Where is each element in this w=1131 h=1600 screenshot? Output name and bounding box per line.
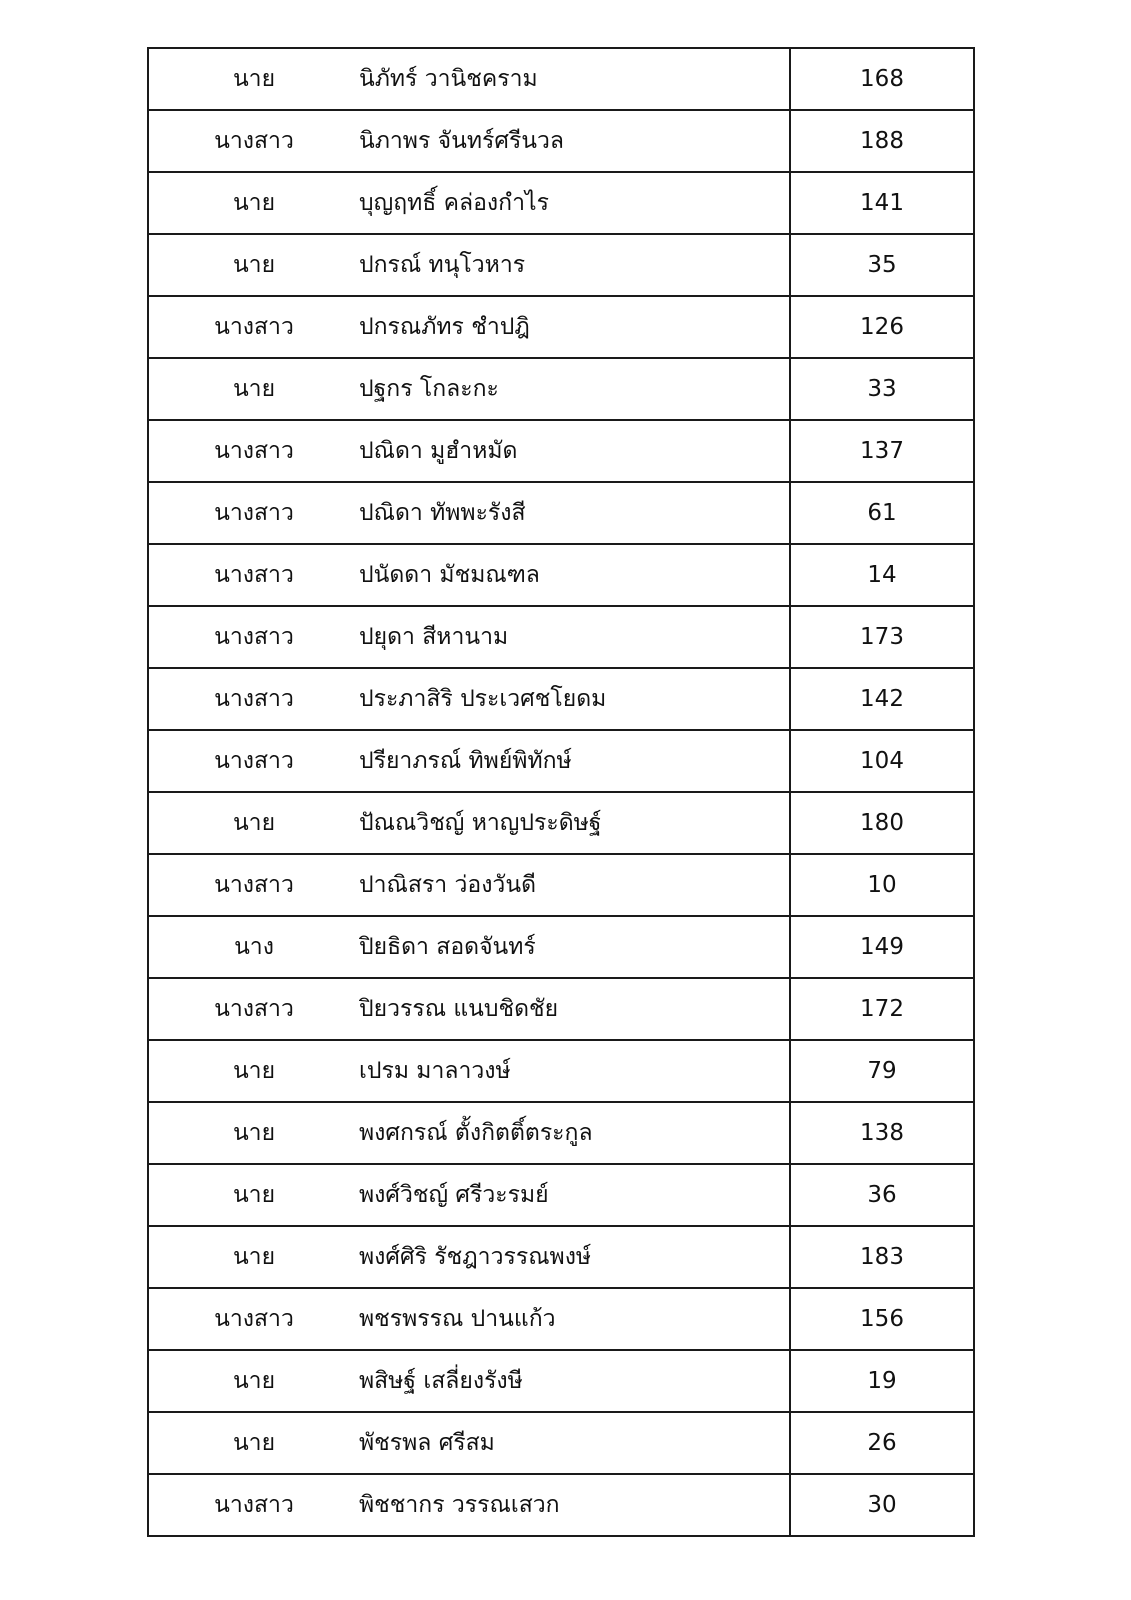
name-prefix: นาย — [148, 1412, 359, 1474]
full-name: พัชรพล ศรีสม — [359, 1412, 790, 1474]
seat-number: 36 — [790, 1164, 974, 1226]
table-row — [148, 854, 974, 916]
full-name: ปกรณ์ ทนุโวหาร — [359, 234, 790, 296]
name-prefix: นาย — [148, 792, 359, 854]
seat-number: 172 — [790, 978, 974, 1040]
seat-number: 183 — [790, 1226, 974, 1288]
full-name: พงศ์ศิริ รัชฎาวรรณพงษ์ — [359, 1226, 790, 1288]
full-name: บุญฤทธิ์ คล่องกำไร — [359, 172, 790, 234]
full-name: ประภาสิริ ประเวศชโยดม — [359, 668, 790, 730]
full-name: พิชชากร วรรณเสวก — [359, 1474, 790, 1536]
table-row — [148, 1102, 974, 1164]
name-prefix: นาย — [148, 1102, 359, 1164]
full-name: นิภาพร จันทร์ศรีนวล — [359, 110, 790, 172]
seat-number: 180 — [790, 792, 974, 854]
table-row — [148, 482, 974, 544]
seat-number: 26 — [790, 1412, 974, 1474]
seat-number: 14 — [790, 544, 974, 606]
seat-number: 141 — [790, 172, 974, 234]
table-row — [148, 172, 974, 234]
seat-number: 188 — [790, 110, 974, 172]
seat-number: 126 — [790, 296, 974, 358]
table-row — [148, 358, 974, 420]
table-row — [148, 730, 974, 792]
roster-table-body — [148, 48, 974, 1536]
full-name: ปิยวรรณ แนบชิดชัย — [359, 978, 790, 1040]
name-prefix: นาง — [148, 916, 359, 978]
seat-number: 10 — [790, 854, 974, 916]
full-name: ปาณิสรา ว่องวันดี — [359, 854, 790, 916]
full-name: เปรม มาลาวงษ์ — [359, 1040, 790, 1102]
full-name: พงศกรณ์ ตั้งกิตติ์ตระกูล — [359, 1102, 790, 1164]
full-name: นิภัทร์ วานิชคราม — [359, 48, 790, 110]
table-row — [148, 668, 974, 730]
full-name: ปิยธิดา สอดจันทร์ — [359, 916, 790, 978]
table-row — [148, 1226, 974, 1288]
name-prefix: นางสาว — [148, 1474, 359, 1536]
table-row — [148, 1288, 974, 1350]
name-prefix: นาย — [148, 172, 359, 234]
name-prefix: นาย — [148, 1040, 359, 1102]
full-name: ปรียาภรณ์ ทิพย์พิทักษ์ — [359, 730, 790, 792]
name-prefix: นางสาว — [148, 296, 359, 358]
name-prefix: นางสาว — [148, 482, 359, 544]
full-name: พชรพรรณ ปานแก้ว — [359, 1288, 790, 1350]
seat-number: 156 — [790, 1288, 974, 1350]
name-prefix: นางสาว — [148, 544, 359, 606]
name-prefix: นาย — [148, 234, 359, 296]
name-prefix: นางสาว — [148, 978, 359, 1040]
name-prefix: นางสาว — [148, 606, 359, 668]
name-prefix: นางสาว — [148, 110, 359, 172]
full-name: ปณิดา ทัพพะรังสี — [359, 482, 790, 544]
full-name: ปฐกร โกละกะ — [359, 358, 790, 420]
seat-number: 19 — [790, 1350, 974, 1412]
full-name: ปณิดา มูฮำหมัด — [359, 420, 790, 482]
seat-number: 79 — [790, 1040, 974, 1102]
seat-number: 30 — [790, 1474, 974, 1536]
table-row — [148, 420, 974, 482]
full-name: พสิษฐ์ เสลี่ยงรังษี — [359, 1350, 790, 1412]
table-row — [148, 606, 974, 668]
name-prefix: นางสาว — [148, 420, 359, 482]
seat-number: 149 — [790, 916, 974, 978]
seat-number: 173 — [790, 606, 974, 668]
seat-number: 138 — [790, 1102, 974, 1164]
full-name: ปัณณวิชญ์ หาญประดิษฐ์ — [359, 792, 790, 854]
name-prefix: นาย — [148, 1164, 359, 1226]
table-row — [148, 48, 974, 110]
table-row — [148, 110, 974, 172]
name-prefix: นาย — [148, 1226, 359, 1288]
table-row — [148, 1474, 974, 1536]
name-prefix: นางสาว — [148, 854, 359, 916]
name-prefix: นาย — [148, 48, 359, 110]
table-row — [148, 234, 974, 296]
name-prefix: นางสาว — [148, 1288, 359, 1350]
table-row — [148, 792, 974, 854]
seat-number: 33 — [790, 358, 974, 420]
name-prefix: นาย — [148, 358, 359, 420]
full-name: ปยุดา สีหานาม — [359, 606, 790, 668]
table-row — [148, 296, 974, 358]
table-row — [148, 1412, 974, 1474]
name-roster-table — [147, 47, 975, 1537]
full-name: พงศ์วิชญ์ ศรีวะรมย์ — [359, 1164, 790, 1226]
seat-number: 35 — [790, 234, 974, 296]
full-name: ปกรณภัทร ชำปฎิ — [359, 296, 790, 358]
seat-number: 104 — [790, 730, 974, 792]
table-row — [148, 978, 974, 1040]
seat-number: 61 — [790, 482, 974, 544]
seat-number: 137 — [790, 420, 974, 482]
table-row — [148, 1040, 974, 1102]
seat-number: 142 — [790, 668, 974, 730]
table-row — [148, 1350, 974, 1412]
full-name: ปนัดดา มัชมณฑล — [359, 544, 790, 606]
table-row — [148, 916, 974, 978]
table-row — [148, 544, 974, 606]
seat-number: 168 — [790, 48, 974, 110]
table-row — [148, 1164, 974, 1226]
name-prefix: นางสาว — [148, 730, 359, 792]
name-prefix: นาย — [148, 1350, 359, 1412]
name-prefix: นางสาว — [148, 668, 359, 730]
